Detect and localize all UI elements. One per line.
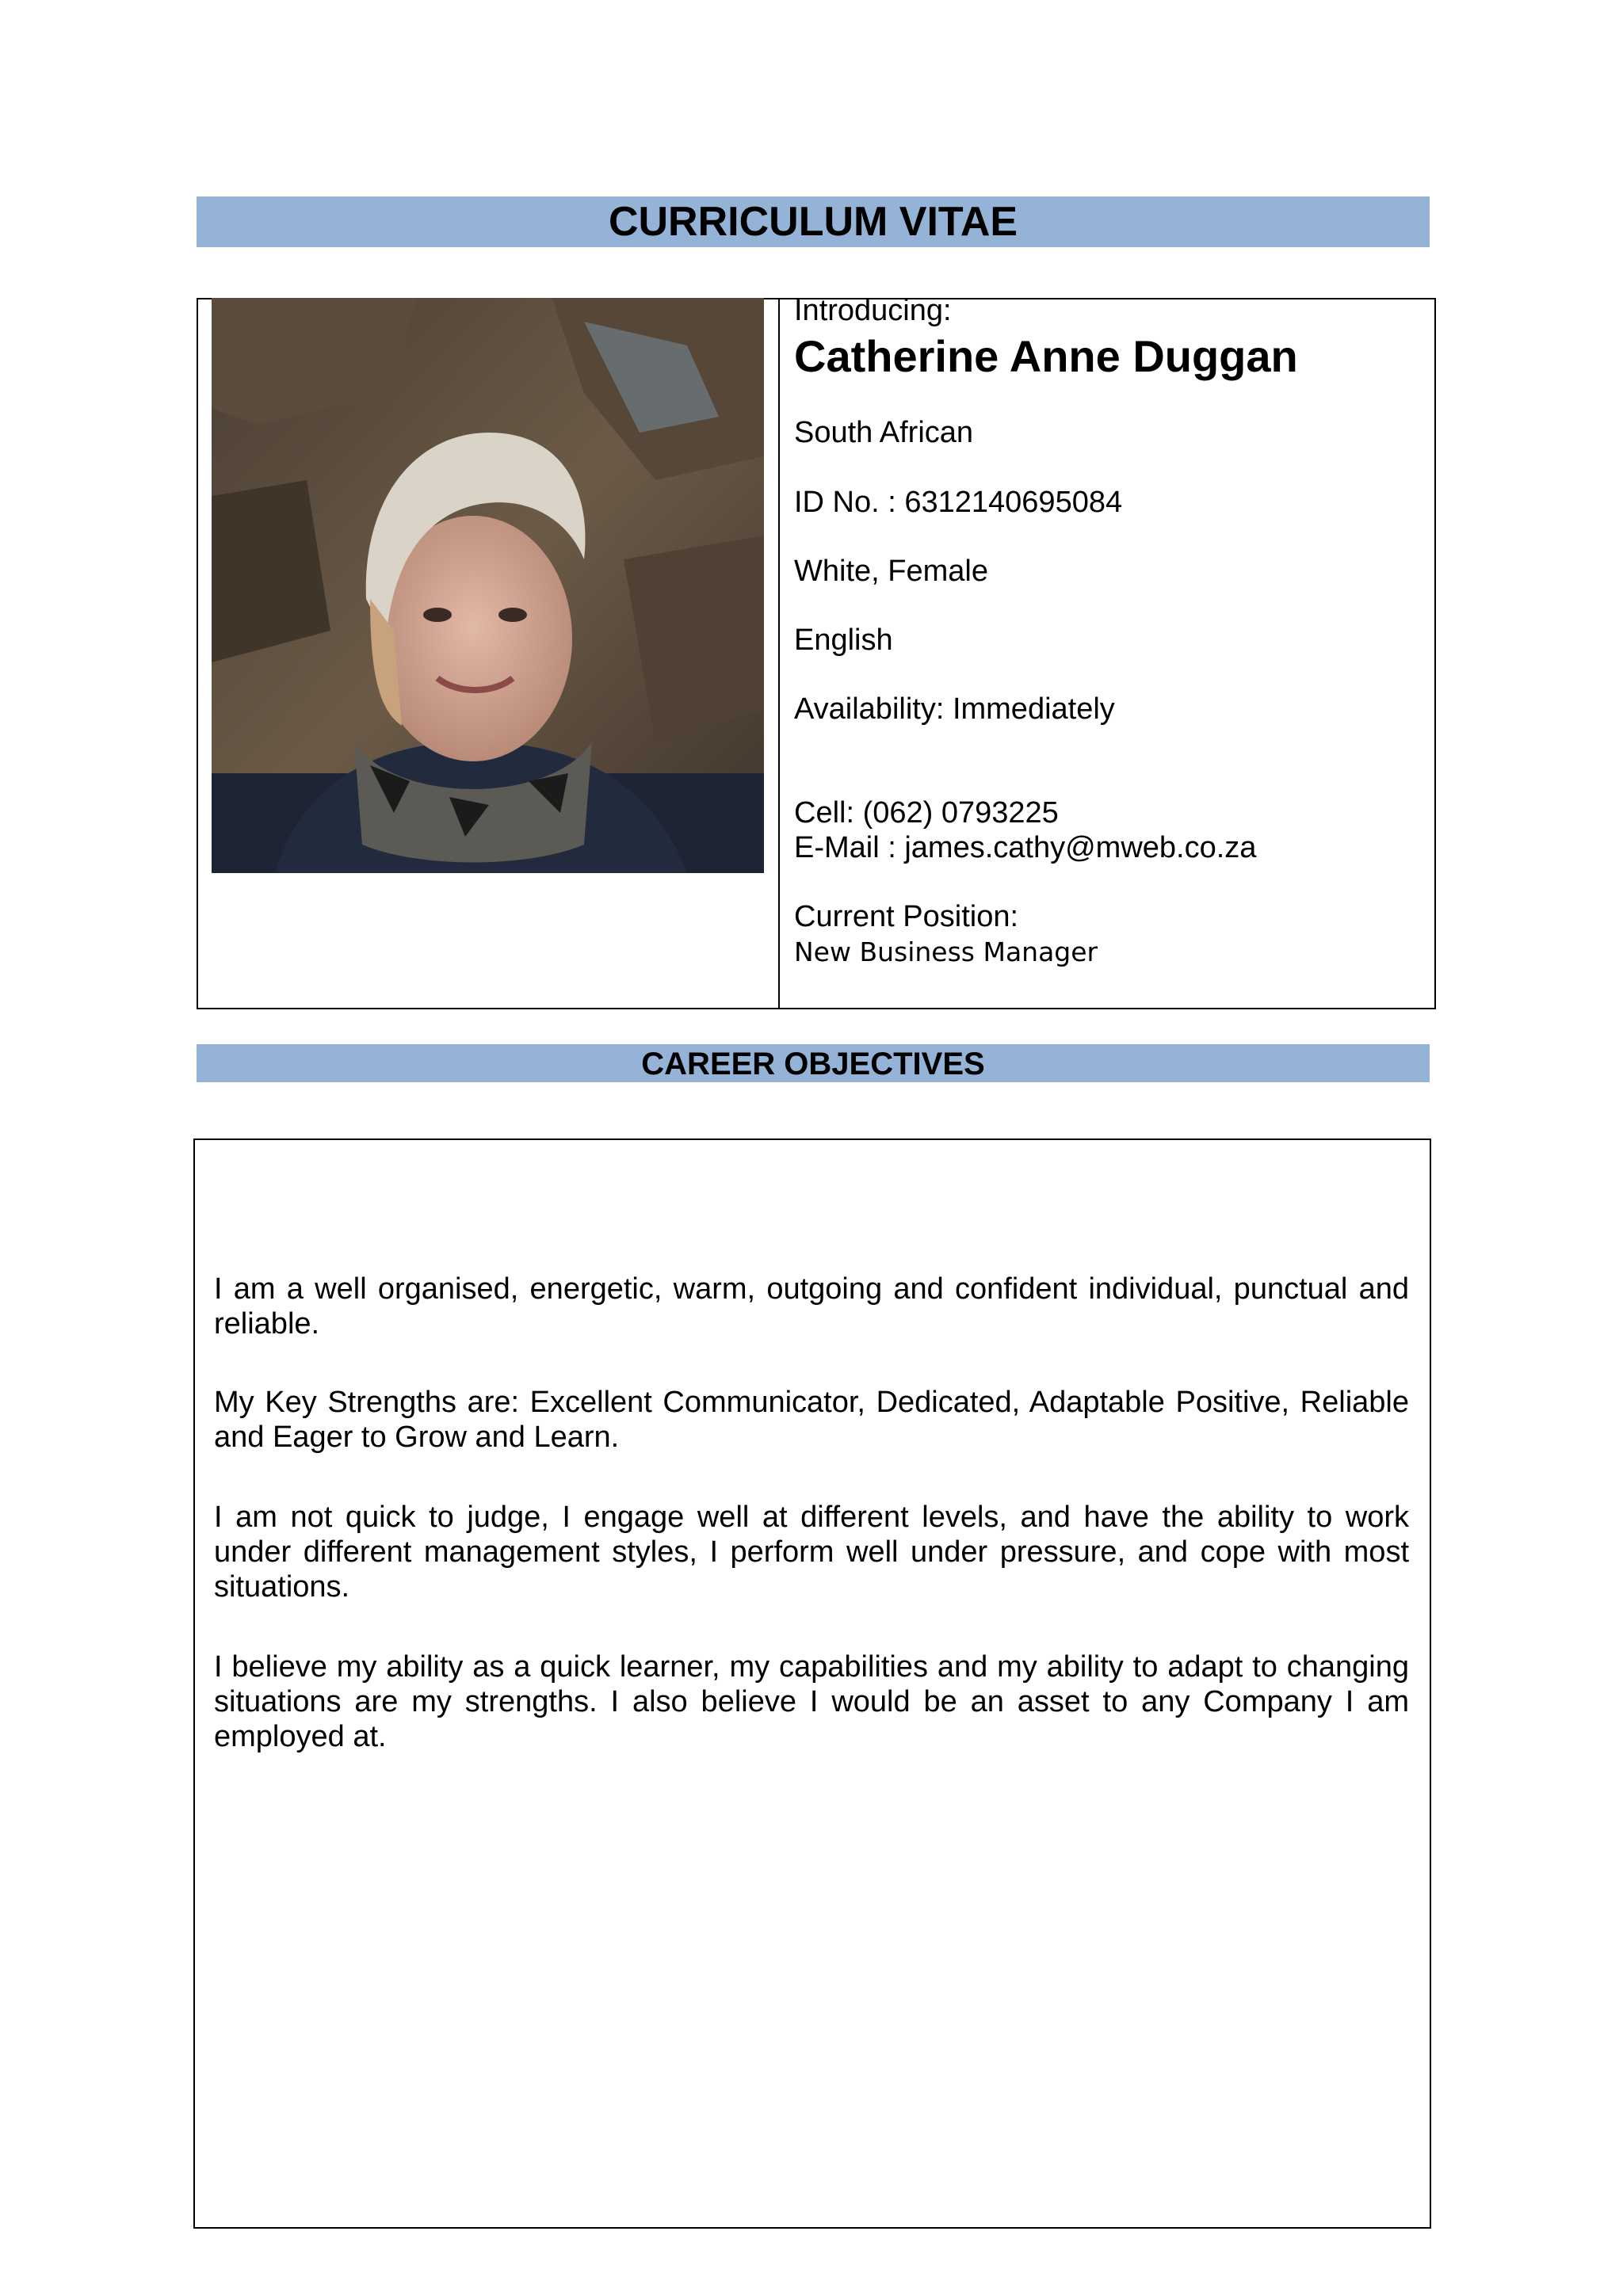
objective-paragraph: My Key Strengths are: Excellent Communicator, Dedicated, Adaptable Positive, Reliable and Eager to Grow and Learn. [214,1386,1409,1454]
objective-paragraph: I am a well organised, energetic, warm, outgoing and confident individual, punctual and reliable. [214,1272,1409,1341]
email-address: E-Mail : james.cathy@mweb.co.za [794,831,1257,864]
intro-lead: Introducing: [794,294,952,327]
career-objectives-banner: CAREER OBJECTIVES [197,1044,1430,1082]
table-divider [778,298,780,1009]
objective-paragraph: I am not quick to judge, I engage well at different levels, and have the ability to work under different management styles, I perform well under pressure, and cope with most situations. [214,1501,1409,1604]
objective-paragraph: I believe my ability as a quick learner, my capabilities and my ability to adapt to changing situations are my strengths. I also believe I would be an asset to any Company I am employed at. [214,1650,1409,1753]
cell-number: Cell: (062) 0793225 [794,796,1059,830]
position-value: New Business Manager [794,936,1098,967]
language: English [794,624,893,657]
nationality: South African [794,416,974,449]
candidate-name: Catherine Anne Duggan [794,331,1298,381]
id-number: ID No. : 6312140695084 [794,486,1123,519]
availability: Availability: Immediately [794,692,1115,726]
position-label: Current Position: [794,900,1019,933]
profile-photo [212,298,764,873]
race-gender: White, Female [794,555,988,588]
page-title-banner: CURRICULUM VITAE [197,196,1430,247]
